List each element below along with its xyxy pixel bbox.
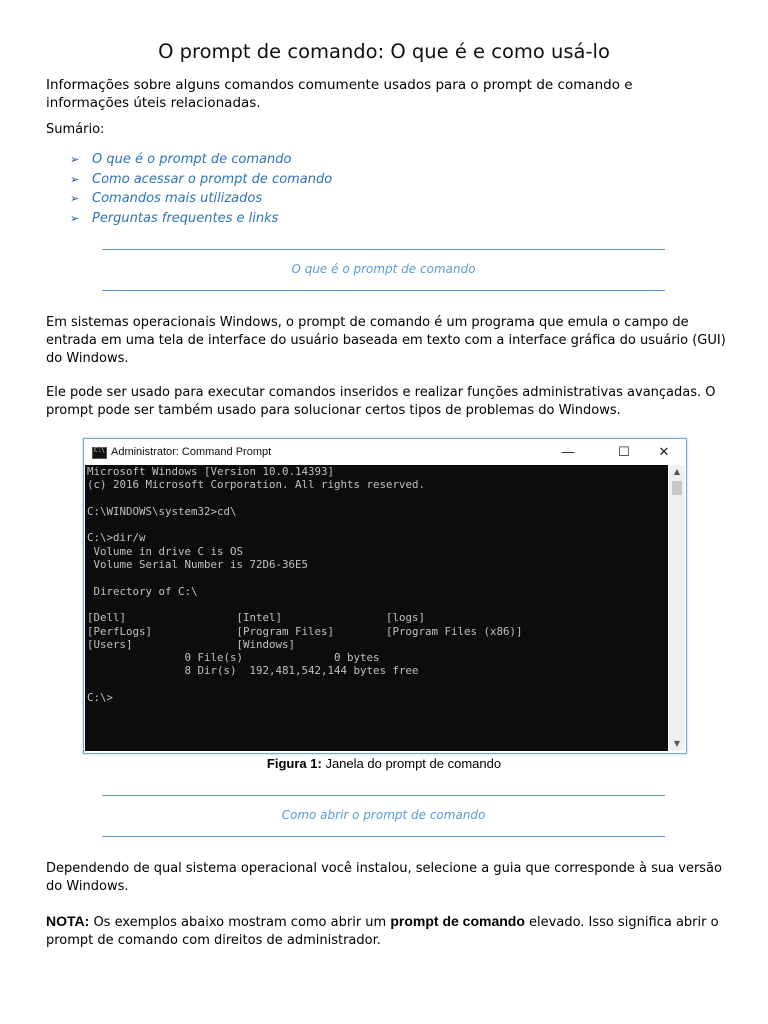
toc-link[interactable]: Comandos mais utilizados: [92, 191, 263, 206]
scroll-down-icon[interactable]: ▼: [673, 739, 681, 748]
toc-item[interactable]: [70, 150, 332, 170]
toc-link[interactable]: Como acessar o prompt de comando: [92, 171, 333, 187]
minimize-button[interactable]: —: [561, 444, 575, 459]
table-of-contents: [70, 150, 332, 228]
section-heading-how-to-open: Como abrir o prompt de comando: [281, 808, 486, 822]
arrow-bullet-icon: ➢: [70, 211, 80, 225]
toc-item[interactable]: [70, 170, 332, 190]
close-button[interactable]: ✕: [658, 444, 670, 459]
toc-item[interactable]: [70, 209, 332, 229]
figure-caption-text: Janela do prompt de comando: [325, 756, 502, 771]
summary-label: Sumário:: [46, 122, 105, 137]
toc-link[interactable]: O que é o prompt de comando: [92, 152, 292, 167]
paragraph-usage: Ele pode ser usado para executar comandos inseridos e realizar funções administrativas avançadas. O prompt pode ser também usado para solucionar certos tipos de problemas do Windows.: [46, 385, 716, 418]
figure-caption-label: Figura 1:: [266, 756, 322, 771]
arrow-bullet-icon: ➢: [70, 153, 80, 166]
scroll-up-icon[interactable]: ▲: [673, 467, 681, 476]
figure-caption: [0, 756, 768, 771]
console-area[interactable]: [85, 465, 668, 751]
arrow-bullet-icon: ➢: [70, 172, 80, 186]
paragraph-definition: Em sistemas operacionais Windows, o prompt de comando é um programa que emula o campo de entrada em uma tela de interface do usuário baseada em texto com a interface gráfica do usuário (GUI) do Windows.: [46, 315, 726, 366]
section-divider: [102, 795, 665, 796]
note-label: NOTA:: [46, 913, 90, 929]
console-output: Microsoft Windows [Version 10.0.14393] (c) 2016 Microsoft Corporation. All rights reserved. C:\WINDOWS\system32>cd\ C:\>dir/w Volume in drive C is OS Volume Serial Number is 72D6-36E5 Directory of C:\ [Dell] [Intel] [logs] [PerfLogs] [Program Files] [Program Files (x86)] [Users] [Windows] 0 File(s) 0 bytes 8 Dir(s) 192,481,542,144 bytes free C:\>: [87, 465, 523, 705]
note-paragraph: [46, 912, 726, 950]
paragraph-select-tab: Dependendo de qual sistema operacional você instalou, selecione a guia que corresponde à sua versão do Windows.: [46, 861, 722, 894]
section-heading-what-is: O que é o prompt de comando: [291, 262, 476, 276]
toc-link[interactable]: Perguntas frequentes e links: [92, 210, 279, 226]
window-title: Administrator: Command Prompt: [111, 446, 272, 458]
note-text-before: Os exemplos abaixo mostram como abrir um: [93, 915, 387, 930]
window-titlebar[interactable]: [84, 439, 686, 465]
maximize-button[interactable]: ☐: [618, 444, 630, 459]
note-bold-term: prompt de comando: [390, 913, 525, 929]
command-prompt-window: [83, 438, 687, 754]
arrow-bullet-icon: ➢: [70, 192, 80, 205]
scrollbar[interactable]: [669, 465, 685, 751]
cmd-app-icon: [92, 447, 107, 459]
scrollbar-thumb[interactable]: [672, 481, 682, 495]
page-title: O prompt de comando: O que é e como usá-lo: [158, 40, 610, 63]
section-divider: [102, 249, 665, 250]
toc-item[interactable]: [70, 189, 332, 209]
section-divider: [102, 836, 665, 837]
intro-paragraph: Informações sobre alguns comandos comumente usados para o prompt de comando e informações úteis relacionadas.: [46, 77, 633, 111]
note-text-after: elevado. Isso significa abrir o prompt de comando com direitos de administrador.: [46, 915, 719, 948]
section-divider: [102, 290, 665, 291]
